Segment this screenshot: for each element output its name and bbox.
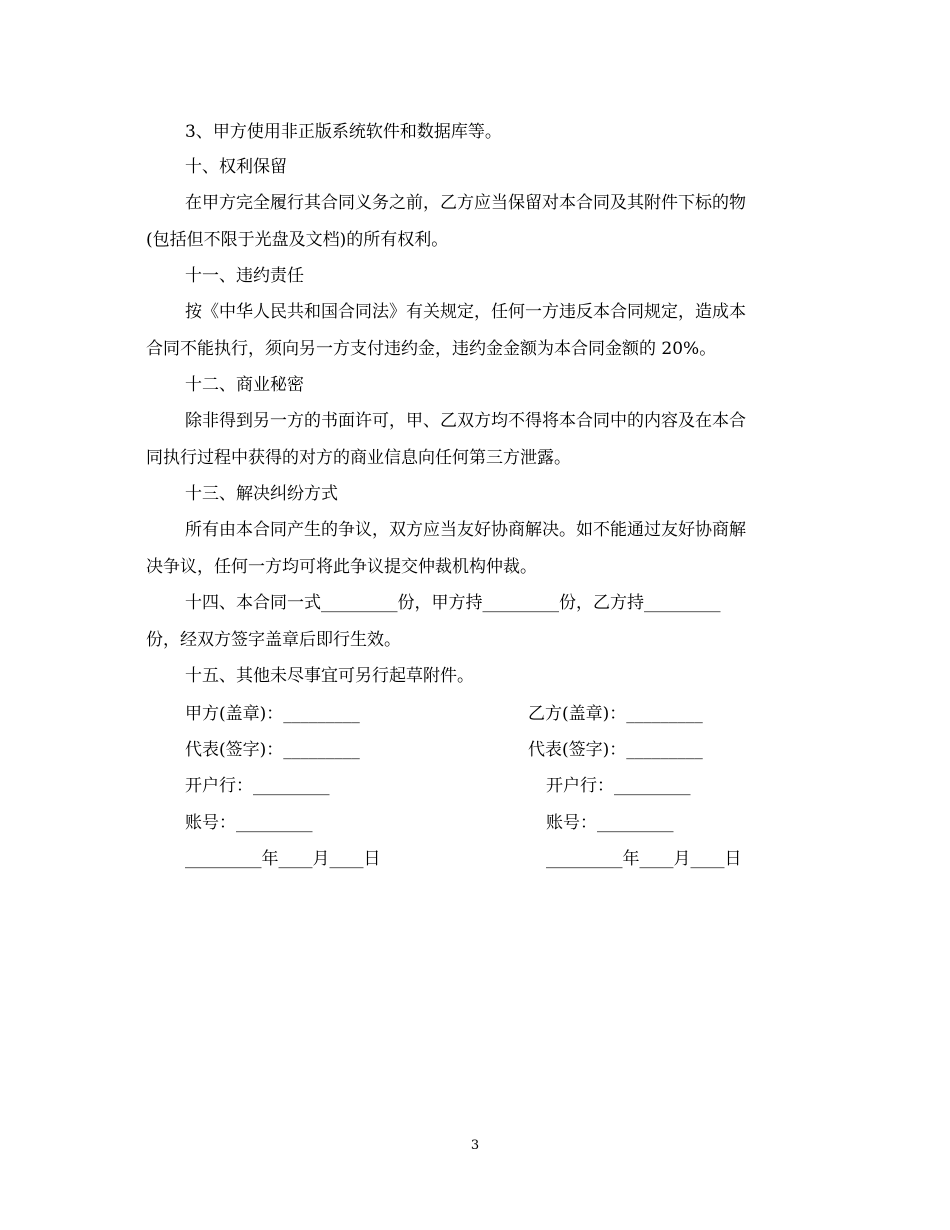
section-10-paragraph-line-2: (包括但不限于光盘及文档)的所有权利。	[146, 230, 449, 250]
section-11-heading: 十一、违约责任	[185, 266, 304, 286]
party-a-representative-field: 代表(签字)：_________	[185, 740, 360, 760]
section-14-line-1: 十四、本合同一式_________份，甲方持_________份，乙方持_________	[185, 593, 721, 613]
party-b-representative-field: 代表(签字)：_________	[528, 740, 703, 760]
party-a-date-field: _________年____月____日	[185, 849, 381, 869]
clause-item-3: 3、甲方使用非正版系统软件和数据库等。	[185, 122, 502, 142]
page-number: 3	[470, 1138, 480, 1153]
party-a-seal-field: 甲方(盖章)：_________	[185, 704, 360, 724]
party-b-account-field: 账号：_________	[546, 813, 674, 833]
section-11-paragraph-line-2: 合同不能执行，须向另一方支付违约金，违约金金额为本合同金额的 20%。	[146, 339, 717, 359]
party-b-date-field: _________年____月____日	[546, 849, 742, 869]
section-11-paragraph-line-1: 按《中华人民共和国合同法》有关规定，任何一方违反本合同规定，造成本	[185, 302, 746, 322]
section-12-paragraph-line-2: 同执行过程中获得的对方的商业信息向任何第三方泄露。	[146, 448, 571, 468]
section-13-heading: 十三、解决纠纷方式	[185, 484, 338, 504]
section-13-paragraph-line-1: 所有由本合同产生的争议，双方应当友好协商解决。如不能通过友好协商解	[185, 520, 746, 540]
party-b-bank-field: 开户行：_________	[546, 776, 691, 796]
section-12-heading: 十二、商业秘密	[185, 375, 304, 395]
party-b-seal-field: 乙方(盖章)：_________	[528, 704, 703, 724]
section-12-paragraph-line-1: 除非得到另一方的书面许可，甲、乙双方均不得将本合同中的内容及在本合	[185, 411, 746, 431]
section-14-line-2: 份，经双方签字盖章后即行生效。	[146, 630, 401, 650]
section-13-paragraph-line-2: 决争议，任何一方均可将此争议提交仲裁机构仲裁。	[146, 557, 537, 577]
party-a-account-field: 账号：_________	[185, 813, 313, 833]
section-10-paragraph-line-1: 在甲方完全履行其合同义务之前，乙方应当保留对本合同及其附件下标的物	[185, 193, 746, 213]
party-a-bank-field: 开户行：_________	[185, 776, 330, 796]
section-15-line: 十五、其他未尽事宜可另行起草附件。	[185, 666, 474, 686]
section-10-heading: 十、权利保留	[185, 157, 287, 177]
